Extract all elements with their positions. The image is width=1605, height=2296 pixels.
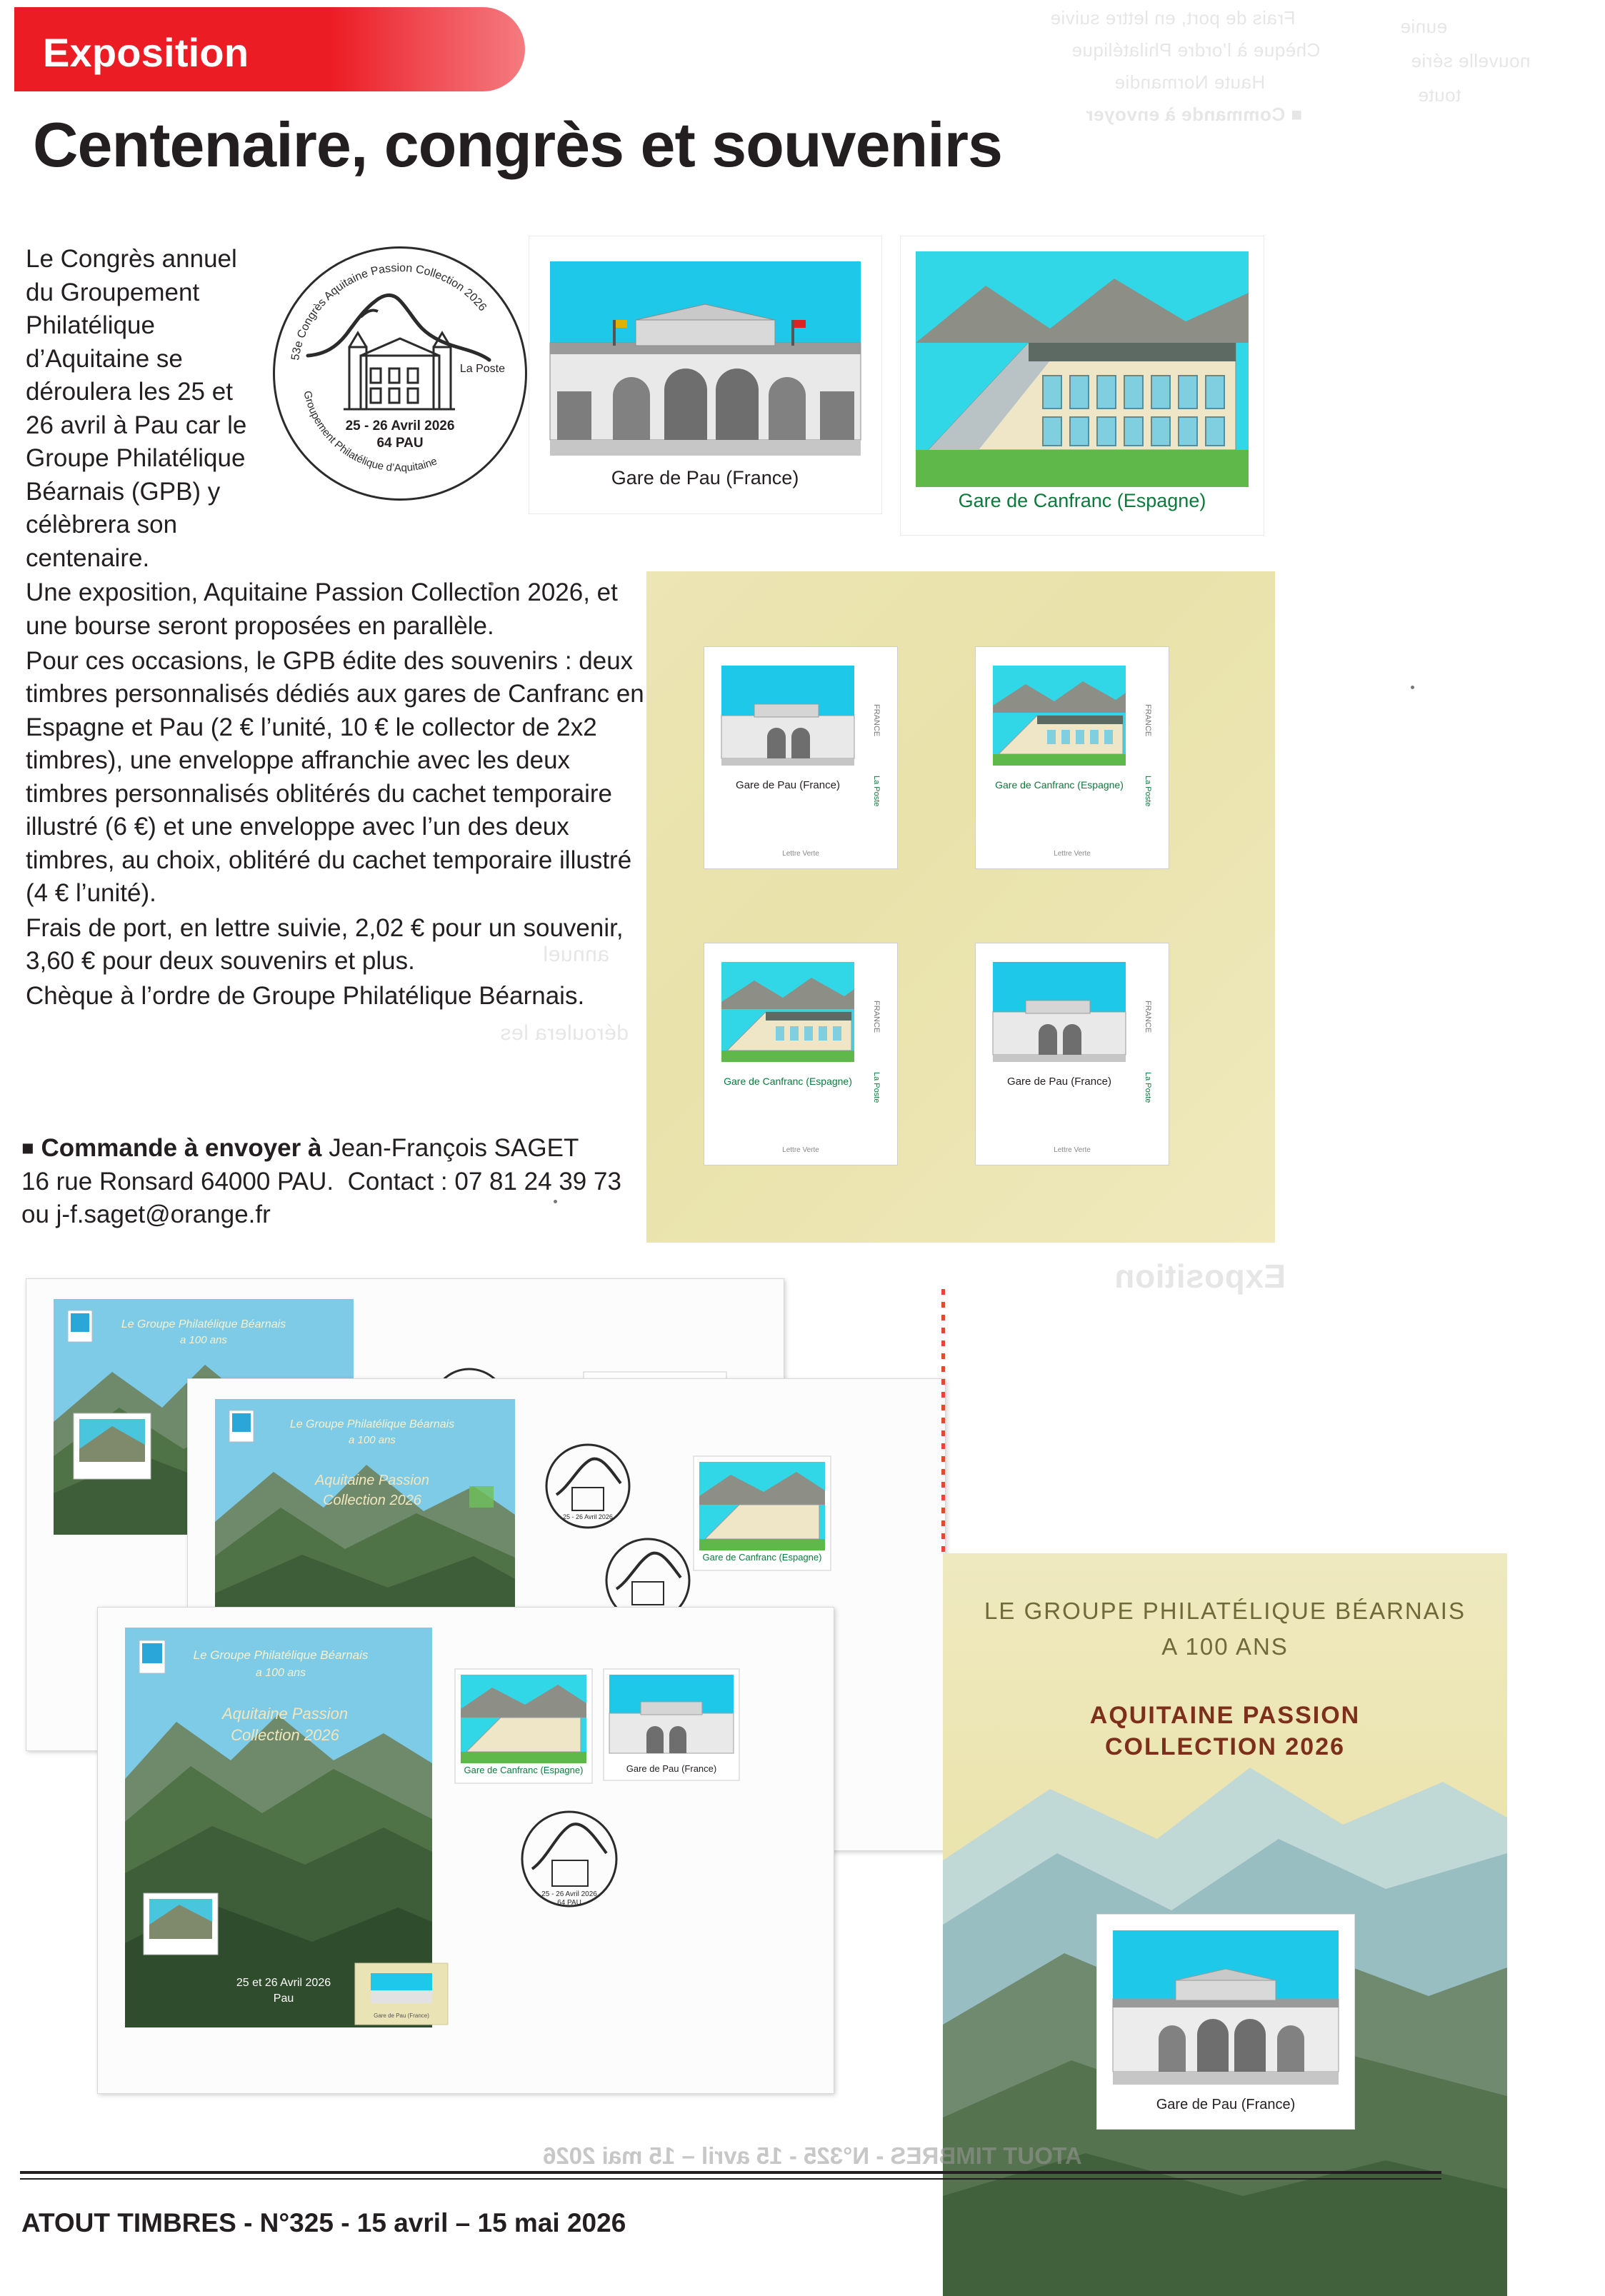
- svg-text:Lettre Verte: Lettre Verte: [1054, 1146, 1091, 1154]
- svg-text:a 100 ans: a 100 ans: [349, 1434, 396, 1446]
- stamp-gare-de-canfranc: [900, 236, 1264, 536]
- stamp-pau-caption-overlay: [529, 236, 882, 514]
- collector-tile-3: [704, 943, 898, 1165]
- svg-text:FRANCE: FRANCE: [1144, 704, 1152, 737]
- svg-text:La Poste: La Poste: [1144, 776, 1152, 807]
- kicker-label: Exposition: [43, 30, 249, 75]
- footer-rule-thin: [20, 2178, 1441, 2180]
- bleed-text: toute: [1418, 84, 1461, 106]
- collector-tile-3-artwork: [704, 943, 897, 1165]
- svg-text:Le Groupe Philatélique Béarnai: Le Groupe Philatélique Béarnais: [121, 1318, 286, 1330]
- svg-text:La Poste: La Poste: [872, 1072, 881, 1103]
- souvenir-line-2: A 100 ANS: [1161, 1633, 1289, 1660]
- svg-text:25 - 26 Avril 2026: 25 - 26 Avril 2026: [563, 1513, 613, 1520]
- page-title: Centenaire, congrès et souvenirs: [33, 109, 1002, 180]
- souvenir-line-4: COLLECTION 2026: [1104, 1733, 1346, 1760]
- order-address: 16 rue Ronsard 64000 PAU.: [21, 1167, 334, 1195]
- svg-text:25 et 26 Avril 2026: 25 et 26 Avril 2026: [236, 1977, 331, 1989]
- svg-text:La Poste: La Poste: [1144, 1072, 1152, 1103]
- order-label: Commande à envoyer à: [41, 1134, 322, 1162]
- bleed-text: Haute Normandie: [1114, 71, 1266, 93]
- svg-text:Gare de Canfranc (Espagne): Gare de Canfranc (Espagne): [724, 1076, 852, 1087]
- bleed-text: Exposition: [1114, 1258, 1286, 1295]
- svg-text:Aquitaine Passion: Aquitaine Passion: [221, 1705, 349, 1723]
- svg-text:Groupement Philatélique d’Aqui: Groupement Philatélique d’Aquitaine: [301, 389, 439, 475]
- order-contact: Contact : 07 81 24 39 73: [347, 1167, 621, 1195]
- bleed-text: eunie: [1400, 16, 1448, 37]
- collector-tile-4-artwork: [976, 943, 1169, 1165]
- cachet-city: 64 PAU: [376, 436, 424, 451]
- bleed-text: Frais de port, en lettre suivie: [1050, 7, 1296, 29]
- souvenir-card: [943, 1553, 1507, 2296]
- souvenir-stamp-gare-de-pau: [1096, 1914, 1355, 2130]
- collector-sheet: [646, 571, 1275, 1243]
- article-paragraph-1: Le Congrès annuel du Groupement Philatélique d’Aquitaine se déroulera les 25 et 26 avril à Pau car le Groupe Philatélique Béarnais (GPB) y célèbrera son centenaire.: [26, 245, 247, 572]
- article-paragraph-4: Frais de port, en lettre suivie, 2,02 € pour un souvenir, 3,60 € pour deux souvenirs et plus.: [26, 913, 624, 976]
- bleed-text: ■ Commande à envoyer: [1086, 104, 1303, 125]
- svg-text:Gare de Pau (France): Gare de Pau (France): [736, 779, 840, 791]
- cachet-laposte-label: La Poste: [459, 363, 505, 375]
- bleed-text: Chèque à l’ordre Philatélique: [1071, 39, 1321, 61]
- svg-text:Gare de Pau (France): Gare de Pau (France): [374, 2012, 429, 2019]
- svg-text:La Poste: La Poste: [872, 776, 881, 807]
- svg-text:a 100 ans: a 100 ans: [180, 1334, 227, 1346]
- svg-text:25 - 26 Avril 2026: 25 - 26 Avril 2026: [541, 1890, 597, 1898]
- perforation-dotted-line: [941, 1289, 945, 1553]
- souvenir-line-1: LE GROUPE PHILATÉLIQUE BÉARNAIS: [984, 1598, 1466, 1624]
- svg-text:FRANCE: FRANCE: [1144, 1001, 1152, 1033]
- svg-text:FRANCE: FRANCE: [872, 1001, 881, 1033]
- order-recipient: Jean-François SAGET: [329, 1134, 579, 1162]
- souvenir-line-3: AQUITAINE PASSION: [1089, 1702, 1361, 1729]
- article-paragraph-5: Chèque à l’ordre de Groupe Philatélique Béarnais.: [26, 982, 585, 1011]
- svg-text:Lettre Verte: Lettre Verte: [782, 1146, 819, 1154]
- postmark-cachet: [273, 246, 527, 501]
- svg-text:Gare de Canfranc (Espagne): Gare de Canfranc (Espagne): [958, 490, 1206, 511]
- svg-text:Gare de Canfranc (Espagne): Gare de Canfranc (Espagne): [995, 779, 1124, 791]
- cachet-date: 25 - 26 Avril 2026: [345, 418, 455, 433]
- svg-text:Gare de Canfranc (Espagne): Gare de Canfranc (Espagne): [702, 1552, 822, 1563]
- collector-tile-4: [975, 943, 1169, 1165]
- collector-tile-1-artwork: [704, 647, 897, 868]
- svg-text:Gare de Pau (France): Gare de Pau (France): [626, 1763, 717, 1774]
- svg-text:Gare de Pau (France): Gare de Pau (France): [1007, 1076, 1111, 1088]
- envelope-front: [97, 1607, 834, 2094]
- svg-text:Gare de Canfranc (Espagne): Gare de Canfranc (Espagne): [464, 1765, 584, 1775]
- bleed-text: déroulera les: [500, 1021, 629, 1045]
- bleed-text: nouvelle série: [1411, 50, 1531, 71]
- stamp-gare-de-pau: [529, 236, 882, 514]
- footer-rule-thick: [20, 2171, 1441, 2174]
- svg-text:Le Groupe Philatélique Béarnai: Le Groupe Philatélique Béarnais: [289, 1418, 455, 1430]
- order-block: [21, 1132, 650, 1232]
- svg-text:Le Groupe Philatélique Béarnai: Le Groupe Philatélique Béarnais: [193, 1648, 369, 1662]
- svg-text:a 100 ans: a 100 ans: [255, 1667, 306, 1679]
- order-email: ou j-f.saget@orange.fr: [21, 1200, 271, 1229]
- article-paragraph-3: Pour ces occasions, le GPB édite des souvenirs : deux timbres personnalisés dédiés aux gares de Canfranc en Espagne et Pau (2 € l’unité, 10 € le collector de 2x2 timbres), une enveloppe affranchie avec les deux timbres personnalisés oblitérés du cachet temporaire illustré (6 €) et une enveloppe avec l’un des deux timbres, au choix, oblitéré du cachet temporaire illustré (4 € l’unité).: [26, 646, 644, 908]
- svg-text:Collection 2026: Collection 2026: [323, 1493, 421, 1508]
- collector-tile-1: [704, 646, 898, 869]
- svg-text:FRANCE: FRANCE: [872, 704, 881, 737]
- collector-tile-2: [975, 646, 1169, 869]
- svg-text:Pau: Pau: [273, 1992, 294, 2005]
- svg-text:Lettre Verte: Lettre Verte: [1054, 850, 1091, 858]
- svg-text:Lettre Verte: Lettre Verte: [782, 850, 819, 858]
- footer-ghost-text: ATOUT TIMBRES - N°325 - 15 avril – 15 mai 2026: [543, 2142, 1082, 2169]
- section-kicker-ribbon: [14, 7, 525, 91]
- souvenir-stamp-artwork: [1097, 1915, 1354, 2129]
- bleed-text: annuel: [543, 943, 610, 966]
- article-paragraph-2: Une exposition, Aquitaine Passion Collection 2026, et une bourse seront proposées en parallèle.: [26, 578, 618, 641]
- stamp-canfranc-artwork: [900, 236, 1264, 536]
- collector-tile-2-artwork: [976, 647, 1169, 868]
- bullet-square-icon: ■: [21, 1137, 34, 1160]
- speck: [1411, 686, 1414, 689]
- footer-text: ATOUT TIMBRES - N°325 - 15 avril – 15 mai 2026: [21, 2208, 626, 2237]
- svg-text:Gare de Pau (France): Gare de Pau (France): [611, 467, 799, 488]
- svg-text:64 PAU: 64 PAU: [557, 1899, 581, 1907]
- svg-text:Collection 2026: Collection 2026: [231, 1726, 339, 1744]
- svg-text:Gare de Pau (France): Gare de Pau (France): [1156, 2097, 1296, 2112]
- svg-text:53e Congrès Aquitaine Passion: 53e Congrès Aquitaine Passion Collection 2026: [289, 261, 489, 361]
- svg-text:Aquitaine Passion: Aquitaine Passion: [314, 1473, 430, 1488]
- envelope-front-artwork: [98, 1608, 834, 2093]
